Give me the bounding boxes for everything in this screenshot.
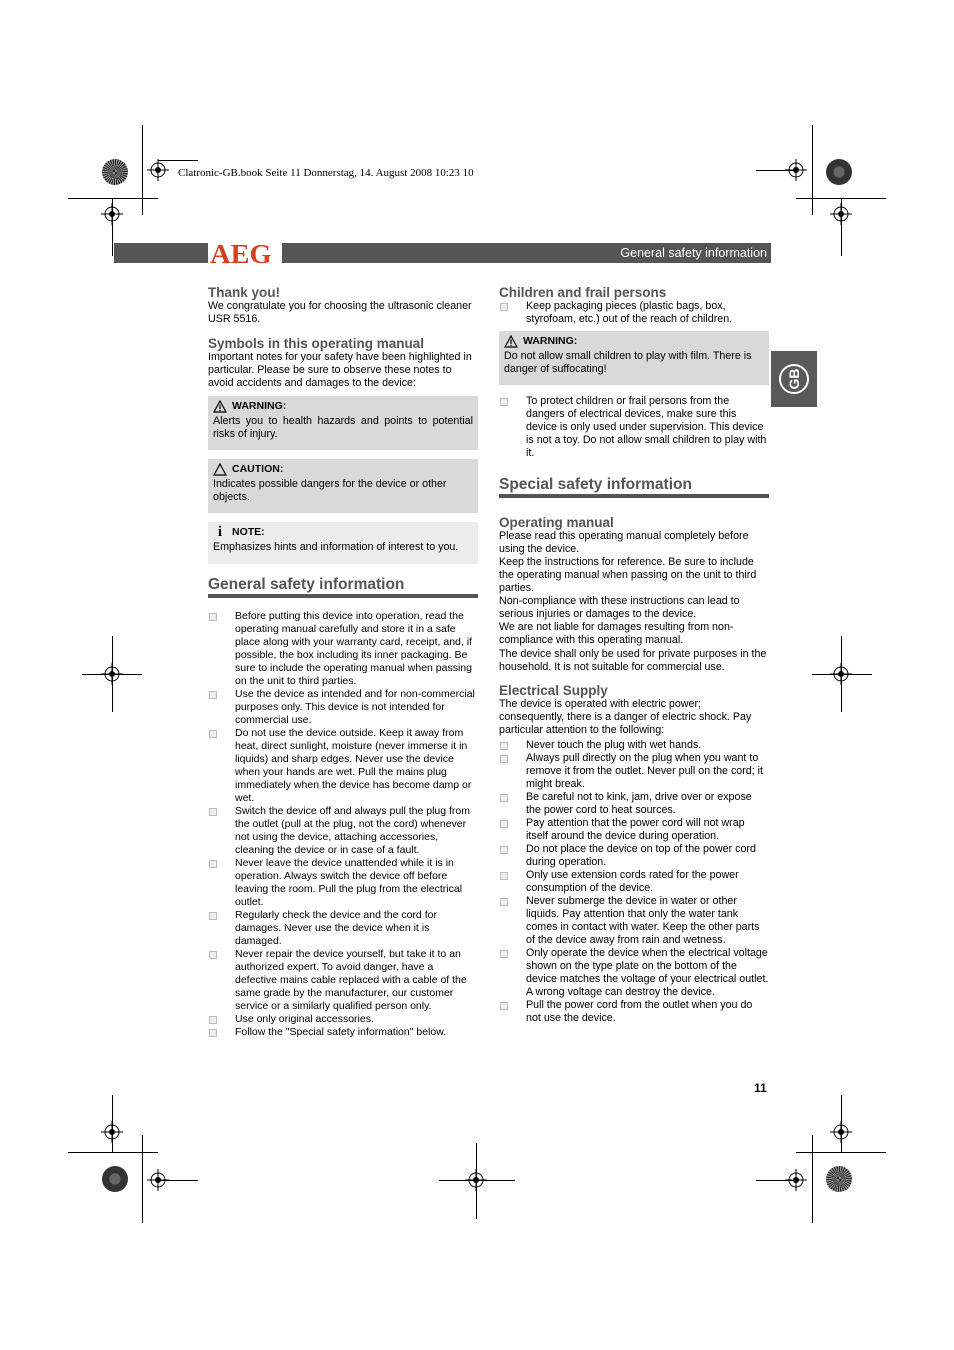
page-number: 11: [754, 1081, 767, 1095]
electrical-supply-heading: Electrical Supply: [499, 683, 608, 698]
operating-para: We are not liable for damages resulting from non-compliance with this operating manual.: [499, 621, 734, 646]
list-item: Use the device as intended and for non-commercial purposes only. This device is not intended for commercial use.: [208, 688, 478, 727]
color-rosette-icon: [826, 1166, 852, 1192]
header-section-label: General safety information: [620, 246, 767, 260]
language-tab-label: GB: [779, 364, 809, 394]
warning-text: Do not allow small children to play with film. There is danger of suffocating!: [504, 350, 752, 375]
operating-para: Non-compliance with these instructions can lead to serious injuries or damages to the device.: [499, 595, 740, 620]
registration-mark-icon: [101, 203, 123, 225]
symbols-heading: Symbols in this operating manual: [208, 336, 425, 351]
left-column: [208, 286, 478, 1039]
list-item: Regularly check the device and the cord for damages. Never use the device when it is damaged.: [208, 909, 478, 948]
registration-mark-icon: [101, 663, 123, 685]
registration-mark-icon: [101, 1121, 123, 1143]
children-list-2: [499, 395, 769, 460]
list-item: Follow the "Special safety information" below.: [208, 1026, 478, 1039]
list-item: Never touch the plug with wet hands.: [499, 739, 769, 752]
caution-label: CAUTION:: [232, 463, 284, 475]
header-band-left: [114, 243, 208, 263]
electrical-list: [499, 739, 769, 1025]
operating-para: Keep the instructions for reference. Be sure to include the operating manual when passing on the unit to third parties.: [499, 556, 757, 594]
registration-mark-icon: [830, 1121, 852, 1143]
warning-label: WARNING:: [232, 400, 287, 412]
list-item: Keep packaging pieces (plastic bags, box, styrofoam, etc.) out of the reach of children.: [499, 300, 769, 326]
list-item: Do not use the device outside. Keep it away from heat, direct sunlight, moisture (never immerse it in liquids) and sharp edges. Never use the device when your hands are wet. Pull the mains plug immediately when the device has become damp or wet.: [208, 727, 478, 805]
color-rosette-icon: [102, 159, 128, 185]
registration-mark-icon: [465, 1169, 487, 1191]
list-item: Only operate the device when the electrical voltage shown on the type plate on the bottom of the device matches the voltage of your electrical outlet. A wrong voltage can destroy the device.: [499, 947, 769, 999]
warning-triangle-icon: [504, 335, 518, 348]
caution-triangle-icon: [213, 463, 227, 476]
thanks-heading: Thank you!: [208, 285, 281, 300]
warning-label: WARNING:: [523, 335, 578, 347]
aeg-logo: AEG: [208, 240, 274, 268]
list-item: Do not place the device on top of the power cord during operation.: [499, 843, 769, 869]
warning-triangle-icon: [213, 400, 227, 413]
caution-text: Indicates possible dangers for the device or other objects.: [213, 478, 447, 503]
operating-manual-heading: Operating manual: [499, 515, 614, 530]
children-list-1: [499, 300, 769, 326]
book-info-line: Clatronic-GB.book Seite 11 Donnerstag, 14. August 2008 10:23 10: [178, 167, 474, 179]
symbols-text: Important notes for your safety have been highlighted in particular. Please be sure to observe these notes to avoid accidents and damages to the device:: [208, 351, 472, 389]
list-item: Never leave the device unattended while it is in operation. Always switch the device off before leaving the room. Pull the plug from the electrical outlet.: [208, 857, 478, 909]
registration-mark-icon: [147, 159, 169, 181]
general-safety-heading: General safety information: [208, 578, 478, 598]
list-item: Before putting this device into operation, read the operating manual carefully and store it in a safe place along with your warranty card, receipt, and, if possible, the box including its inner packaging. Be sure to include the operating manual when passing on the unit to third parties.: [208, 610, 478, 688]
note-text: Emphasizes hints and information of interest to you.: [213, 541, 459, 553]
registration-mark-icon: [785, 1169, 807, 1191]
list-item: Pay attention that the power cord will not wrap itself around the device during operation.: [499, 817, 769, 843]
registration-mark-icon: [830, 663, 852, 685]
list-item: Always pull directly on the plug when you want to remove it from the outlet. Never pull on the cord; it might break.: [499, 752, 769, 791]
children-heading: Children and frail persons: [499, 285, 667, 300]
list-item: Switch the device off and always pull the plug from the outlet (pull at the plug, not the cord) whenever not using the device, attaching accessories, cleaning the device or in case of a fault.: [208, 805, 478, 857]
right-column: [499, 286, 769, 1025]
special-safety-heading: Special safety information: [499, 478, 769, 498]
operating-para: Please read this operating manual completely before using the device.: [499, 530, 749, 555]
thanks-text: We congratulate you for choosing the ultrasonic cleaner USR 5516.: [208, 300, 472, 325]
children-warning-box: [499, 331, 769, 385]
caution-box: [208, 459, 478, 513]
warning-text: Alerts you to health hazards and points to potential risks of injury.: [213, 415, 473, 440]
note-box: [208, 522, 478, 564]
color-rosette-icon: [826, 159, 852, 185]
list-item: Pull the power cord from the outlet when you do not use the device.: [499, 999, 769, 1025]
general-safety-list: [208, 610, 478, 1039]
registration-mark-icon: [830, 203, 852, 225]
note-label: NOTE:: [232, 526, 265, 538]
list-item: Be careful not to kink, jam, drive over or expose the power cord to heat sources.: [499, 791, 769, 817]
color-rosette-icon: [102, 1166, 128, 1192]
info-icon: i: [217, 524, 223, 540]
list-item: To protect children or frail persons from the dangers of electrical devices, make sure this device is only used under supervision. This device is not a toy. Do not allow small children to play with it.: [499, 395, 769, 460]
list-item: Use only original accessories.: [208, 1013, 478, 1026]
list-item: Never repair the device yourself, but take it to an authorized expert. To avoid danger, have a defective mains cable replaced with a cable of the same grade by the manufacturer, our customer service or a similarly qualified person only.: [208, 948, 478, 1013]
operating-para: The device shall only be used for private purposes in the household. It is not suitable for commercial use.: [499, 648, 767, 673]
electrical-intro: The device is operated with electric power; consequently, there is a danger of electric shock. Pay particular attention to the following:: [499, 698, 752, 736]
registration-mark-icon: [785, 159, 807, 181]
list-item: Never submerge the device in water or other liquids. Pay attention that only the water tank comes in contact with water. Keep the other parts of the device away from rain and wetness.: [499, 895, 769, 947]
warning-box: [208, 396, 478, 450]
list-item: Only use extension cords rated for the power consumption of the device.: [499, 869, 769, 895]
registration-mark-icon: [147, 1169, 169, 1191]
